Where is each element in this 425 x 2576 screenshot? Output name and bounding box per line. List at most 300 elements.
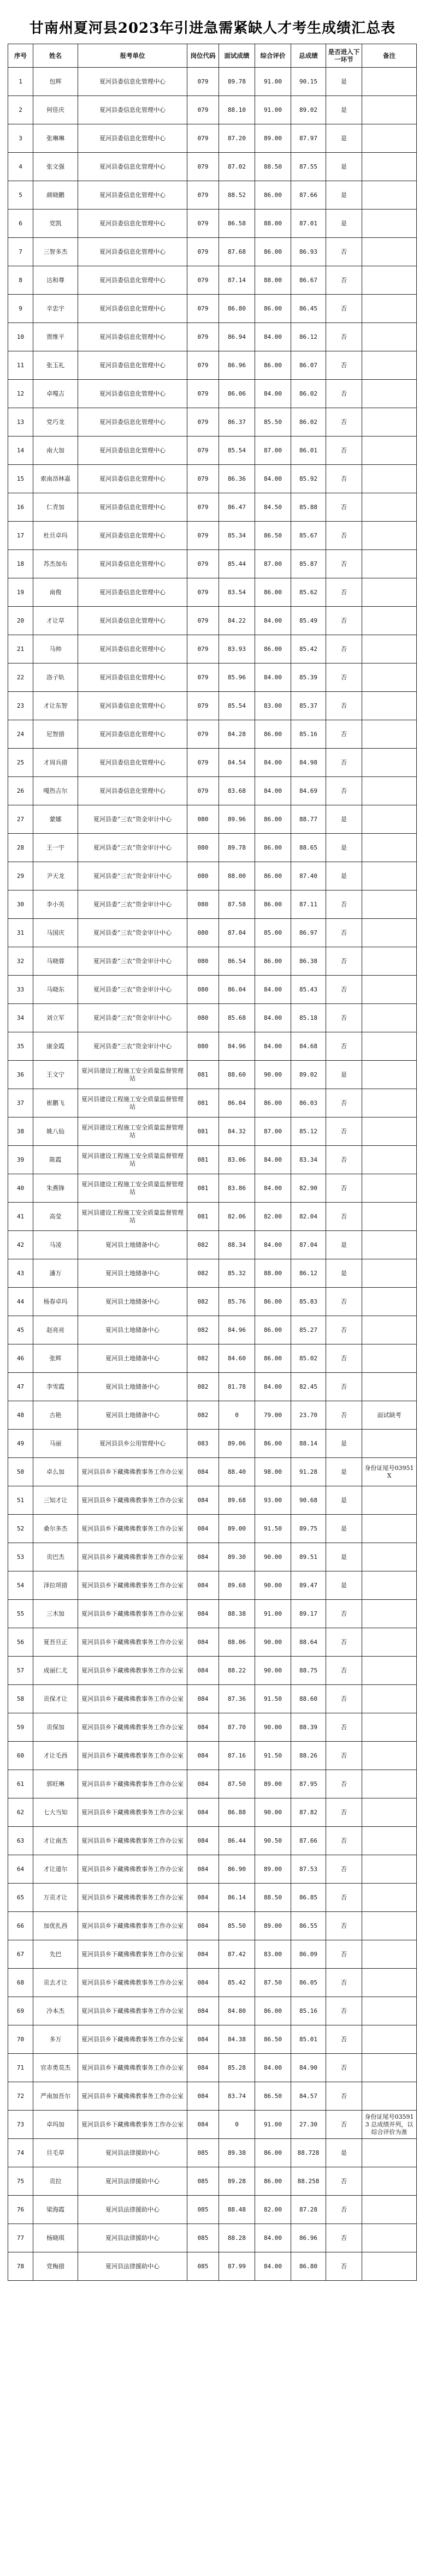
name-cell: 何佳庆 <box>33 96 78 124</box>
evaluation-score-cell: 86.00 <box>255 890 291 919</box>
next-stage-cell: 否 <box>326 1373 362 1401</box>
post-code-cell: 084 <box>187 1486 219 1515</box>
next-stage-cell: 否 <box>326 1912 362 1940</box>
post-code-cell: 080 <box>187 1004 219 1032</box>
post-code-cell: 079 <box>187 323 219 351</box>
next-stage-cell: 否 <box>326 1089 362 1117</box>
name-cell: 张玉礼 <box>33 351 78 380</box>
name-cell: 卓嘎吉 <box>33 380 78 408</box>
total-score-cell: 88.65 <box>291 834 326 862</box>
index-cell: 2 <box>8 96 33 124</box>
unit-cell: 夏河县县乡下藏佛佛教事务工作办公室 <box>78 1600 187 1628</box>
index-cell: 53 <box>8 1543 33 1571</box>
table-row <box>8 408 417 437</box>
post-code-cell: 079 <box>187 465 219 493</box>
total-score-cell: 85.37 <box>291 692 326 720</box>
remarks-cell <box>362 578 417 607</box>
remarks-cell <box>362 323 417 351</box>
interview-score-cell: 85.44 <box>219 550 255 578</box>
total-score-cell: 84.69 <box>291 777 326 805</box>
next-stage-cell: 否 <box>326 1203 362 1231</box>
total-score-cell: 85.49 <box>291 607 326 635</box>
unit-cell: 夏河县委信息化管理中心 <box>78 465 187 493</box>
remarks-cell <box>362 890 417 919</box>
remarks-cell <box>362 351 417 380</box>
index-cell: 74 <box>8 2139 33 2167</box>
index-cell: 43 <box>8 1259 33 1288</box>
remarks-cell <box>362 1089 417 1117</box>
name-cell: 七大当知 <box>33 1798 78 1827</box>
name-cell: 先巴 <box>33 1940 78 1969</box>
next-stage-cell: 否 <box>326 1742 362 1770</box>
evaluation-score-cell: 84.00 <box>255 664 291 692</box>
table-row <box>8 1685 417 1713</box>
total-score-cell: 91.28 <box>291 1458 326 1486</box>
table-row <box>8 976 417 1004</box>
index-cell: 10 <box>8 323 33 351</box>
total-score-cell: 82.90 <box>291 1174 326 1203</box>
table-row <box>8 323 417 351</box>
remarks-cell <box>362 266 417 295</box>
next-stage-cell: 否 <box>326 1884 362 1912</box>
table-row <box>8 720 417 749</box>
index-cell: 75 <box>8 2167 33 2196</box>
table-row <box>8 1174 417 1203</box>
interview-score-cell: 86.90 <box>219 1855 255 1884</box>
remarks-cell: 身份证尾号03951X <box>362 1458 417 1486</box>
post-code-cell: 080 <box>187 862 219 890</box>
remarks-cell <box>362 919 417 947</box>
next-stage-cell: 是 <box>326 1430 362 1458</box>
interview-score-cell: 88.38 <box>219 1600 255 1628</box>
post-code-cell: 080 <box>187 890 219 919</box>
post-code-cell: 080 <box>187 805 219 834</box>
index-cell: 55 <box>8 1600 33 1628</box>
remarks-cell <box>362 1855 417 1884</box>
index-cell: 16 <box>8 493 33 522</box>
next-stage-cell: 否 <box>326 1685 362 1713</box>
unit-cell: 夏河县委信息化管理中心 <box>78 437 187 465</box>
table-header-row <box>8 44 417 68</box>
next-stage-cell: 是 <box>326 181 362 210</box>
index-cell: 22 <box>8 664 33 692</box>
next-stage-cell: 是 <box>326 1486 362 1515</box>
table-row <box>8 805 417 834</box>
index-cell: 33 <box>8 976 33 1004</box>
index-cell: 28 <box>8 834 33 862</box>
post-code-cell: 079 <box>187 68 219 96</box>
name-cell: 李雪霞 <box>33 1373 78 1401</box>
next-stage-cell: 否 <box>326 1798 362 1827</box>
header-name: 姓名 <box>33 44 78 68</box>
index-cell: 8 <box>8 266 33 295</box>
post-code-cell: 079 <box>187 720 219 749</box>
index-cell: 15 <box>8 465 33 493</box>
index-cell: 63 <box>8 1827 33 1855</box>
remarks-cell <box>362 181 417 210</box>
interview-score-cell: 81.78 <box>219 1373 255 1401</box>
index-cell: 73 <box>8 2111 33 2139</box>
total-score-cell: 90.68 <box>291 1486 326 1515</box>
evaluation-score-cell: 86.00 <box>255 2139 291 2167</box>
table-row <box>8 578 417 607</box>
name-cell: 旦毛草 <box>33 2139 78 2167</box>
name-cell: 辛忠宇 <box>33 295 78 323</box>
evaluation-score-cell: 90.00 <box>255 1798 291 1827</box>
total-score-cell: 85.18 <box>291 1004 326 1032</box>
header-index: 序号 <box>8 44 33 68</box>
index-cell: 35 <box>8 1032 33 1061</box>
index-cell: 59 <box>8 1713 33 1742</box>
next-stage-cell: 否 <box>326 1004 362 1032</box>
interview-score-cell: 83.86 <box>219 1174 255 1203</box>
total-score-cell: 88.64 <box>291 1628 326 1657</box>
name-cell: 颜晓鹏 <box>33 181 78 210</box>
unit-cell: 夏河县委信息化管理中心 <box>78 692 187 720</box>
evaluation-score-cell: 98.00 <box>255 1458 291 1486</box>
table-row <box>8 607 417 635</box>
unit-cell: 夏河县县乡下藏佛佛教事务工作办公室 <box>78 1543 187 1571</box>
evaluation-score-cell: 87.00 <box>255 437 291 465</box>
table-row <box>8 1486 417 1515</box>
remarks-cell <box>362 1685 417 1713</box>
evaluation-score-cell: 86.00 <box>255 2167 291 2196</box>
remarks-cell <box>362 976 417 1004</box>
interview-score-cell: 86.14 <box>219 1884 255 1912</box>
evaluation-score-cell: 84.00 <box>255 1032 291 1061</box>
remarks-cell <box>362 2054 417 2082</box>
post-code-cell: 079 <box>187 777 219 805</box>
remarks-cell <box>362 1912 417 1940</box>
remarks-cell <box>362 493 417 522</box>
total-score-cell: 84.68 <box>291 1032 326 1061</box>
evaluation-score-cell: 86.00 <box>255 181 291 210</box>
remarks-cell <box>362 1713 417 1742</box>
unit-cell: 夏河县土地储备中心 <box>78 1288 187 1316</box>
remarks-cell <box>362 1032 417 1061</box>
remarks-cell <box>362 124 417 153</box>
post-code-cell: 084 <box>187 1855 219 1884</box>
interview-score-cell: 85.34 <box>219 522 255 550</box>
evaluation-score-cell: 82.00 <box>255 2196 291 2224</box>
interview-score-cell: 84.60 <box>219 1344 255 1373</box>
interview-score-cell: 86.58 <box>219 210 255 238</box>
evaluation-score-cell: 89.00 <box>255 1912 291 1940</box>
table-row <box>8 1884 417 1912</box>
index-cell: 61 <box>8 1770 33 1798</box>
remarks-cell <box>362 834 417 862</box>
remarks-cell <box>362 1117 417 1146</box>
remarks-cell <box>362 1940 417 1969</box>
interview-score-cell: 85.32 <box>219 1259 255 1288</box>
post-code-cell: 084 <box>187 1912 219 1940</box>
next-stage-cell: 否 <box>326 1827 362 1855</box>
table-row <box>8 2196 417 2224</box>
unit-cell: 夏河县委“三农”资金审计中心 <box>78 976 187 1004</box>
table-row <box>8 1373 417 1401</box>
interview-score-cell: 84.32 <box>219 1117 255 1146</box>
table-row <box>8 1912 417 1940</box>
next-stage-cell: 否 <box>326 1657 362 1685</box>
total-score-cell: 85.88 <box>291 493 326 522</box>
interview-score-cell: 87.70 <box>219 1713 255 1742</box>
index-cell: 47 <box>8 1373 33 1401</box>
unit-cell: 夏河县委信息化管理中心 <box>78 635 187 664</box>
evaluation-score-cell: 88.50 <box>255 153 291 181</box>
unit-cell: 夏河县县乡下藏佛佛教事务工作办公室 <box>78 1742 187 1770</box>
total-score-cell: 88.258 <box>291 2167 326 2196</box>
unit-cell: 夏河县委“三农”资金审计中心 <box>78 805 187 834</box>
unit-cell: 夏河县县乡下藏佛佛教事务工作办公室 <box>78 2082 187 2111</box>
interview-score-cell: 87.50 <box>219 1770 255 1798</box>
interview-score-cell: 86.04 <box>219 1089 255 1117</box>
total-score-cell: 88.60 <box>291 1685 326 1713</box>
next-stage-cell: 否 <box>326 550 362 578</box>
next-stage-cell: 否 <box>326 1770 362 1798</box>
index-cell: 77 <box>8 2224 33 2252</box>
interview-score-cell: 84.28 <box>219 720 255 749</box>
remarks-cell <box>362 1997 417 2025</box>
table-row <box>8 96 417 124</box>
next-stage-cell: 是 <box>326 1571 362 1600</box>
next-stage-cell: 否 <box>326 664 362 692</box>
total-score-cell: 86.55 <box>291 1912 326 1940</box>
next-stage-cell: 否 <box>326 493 362 522</box>
index-cell: 50 <box>8 1458 33 1486</box>
table-row <box>8 1770 417 1798</box>
interview-score-cell: 84.54 <box>219 749 255 777</box>
index-cell: 11 <box>8 351 33 380</box>
remarks-cell <box>362 465 417 493</box>
next-stage-cell: 否 <box>326 1146 362 1174</box>
index-cell: 36 <box>8 1061 33 1089</box>
unit-cell: 夏河县土地储备中心 <box>78 1259 187 1288</box>
interview-score-cell: 89.00 <box>219 1515 255 1543</box>
remarks-cell <box>362 1798 417 1827</box>
table-row <box>8 351 417 380</box>
post-code-cell: 082 <box>187 1259 219 1288</box>
total-score-cell: 23.70 <box>291 1401 326 1430</box>
total-score-cell: 88.39 <box>291 1713 326 1742</box>
total-score-cell: 87.95 <box>291 1770 326 1798</box>
post-code-cell: 082 <box>187 1401 219 1430</box>
unit-cell: 夏河县委“三农”资金审计中心 <box>78 1004 187 1032</box>
evaluation-score-cell: 86.50 <box>255 2082 291 2111</box>
next-stage-cell: 否 <box>326 351 362 380</box>
post-code-cell: 081 <box>187 1203 219 1231</box>
index-cell: 60 <box>8 1742 33 1770</box>
remarks-cell <box>362 2252 417 2281</box>
table-row <box>8 1032 417 1061</box>
index-cell: 4 <box>8 153 33 181</box>
interview-score-cell: 87.68 <box>219 238 255 266</box>
next-stage-cell: 是 <box>326 96 362 124</box>
index-cell: 5 <box>8 181 33 210</box>
evaluation-score-cell: 93.00 <box>255 1486 291 1515</box>
index-cell: 12 <box>8 380 33 408</box>
unit-cell: 夏河县县乡下藏佛佛教事务工作办公室 <box>78 1770 187 1798</box>
evaluation-score-cell: 90.00 <box>255 1571 291 1600</box>
post-code-cell: 079 <box>187 522 219 550</box>
table-row <box>8 1713 417 1742</box>
remarks-cell <box>362 1628 417 1657</box>
name-cell: 杨晓琪 <box>33 2224 78 2252</box>
index-cell: 70 <box>8 2025 33 2054</box>
evaluation-score-cell: 87.00 <box>255 1117 291 1146</box>
next-stage-cell: 是 <box>326 153 362 181</box>
table-row <box>8 1742 417 1770</box>
evaluation-score-cell: 84.00 <box>255 380 291 408</box>
next-stage-cell: 否 <box>326 578 362 607</box>
total-score-cell: 86.03 <box>291 1089 326 1117</box>
interview-score-cell: 83.06 <box>219 1146 255 1174</box>
unit-cell: 夏河县县乡下藏佛佛教事务工作办公室 <box>78 1827 187 1855</box>
name-cell: 古艳 <box>33 1401 78 1430</box>
index-cell: 34 <box>8 1004 33 1032</box>
interview-score-cell: 87.02 <box>219 153 255 181</box>
unit-cell: 夏河县建设工程施工安全质量监督管理站 <box>78 1117 187 1146</box>
name-cell: 三智多杰 <box>33 238 78 266</box>
index-cell: 40 <box>8 1174 33 1203</box>
table-row <box>8 2082 417 2111</box>
post-code-cell: 084 <box>187 1628 219 1657</box>
next-stage-cell: 否 <box>326 607 362 635</box>
total-score-cell: 85.42 <box>291 635 326 664</box>
name-cell: 贡拉 <box>33 2167 78 2196</box>
interview-score-cell: 88.52 <box>219 181 255 210</box>
total-score-cell: 88.14 <box>291 1430 326 1458</box>
index-cell: 54 <box>8 1571 33 1600</box>
interview-score-cell: 88.34 <box>219 1231 255 1259</box>
unit-cell: 夏河县法律援助中心 <box>78 2139 187 2167</box>
page-title: 甘南州夏河县2023年引进急需紧缺人才考生成绩汇总表 <box>29 20 396 37</box>
remarks-cell <box>362 2082 417 2111</box>
post-code-cell: 079 <box>187 266 219 295</box>
post-code-cell: 084 <box>187 1458 219 1486</box>
total-score-cell: 87.01 <box>291 210 326 238</box>
total-score-cell: 85.83 <box>291 1288 326 1316</box>
post-code-cell: 084 <box>187 1940 219 1969</box>
unit-cell: 夏河县建设工程施工安全质量监督管理站 <box>78 1174 187 1203</box>
index-cell: 24 <box>8 720 33 749</box>
unit-cell: 夏河县县乡下藏佛佛教事务工作办公室 <box>78 1657 187 1685</box>
next-stage-cell: 否 <box>326 919 362 947</box>
name-cell: 马凌 <box>33 1231 78 1259</box>
post-code-cell: 080 <box>187 919 219 947</box>
post-code-cell: 084 <box>187 1657 219 1685</box>
remarks-cell <box>362 1657 417 1685</box>
evaluation-score-cell: 84.00 <box>255 777 291 805</box>
post-code-cell: 085 <box>187 2139 219 2167</box>
name-cell: 崔鹏飞 <box>33 1089 78 1117</box>
next-stage-cell: 否 <box>326 465 362 493</box>
next-stage-cell: 否 <box>326 1600 362 1628</box>
interview-score-cell: 84.80 <box>219 1997 255 2025</box>
remarks-cell <box>362 1742 417 1770</box>
interview-score-cell: 88.48 <box>219 2196 255 2224</box>
evaluation-score-cell: 91.00 <box>255 96 291 124</box>
name-cell: 潘万 <box>33 1259 78 1288</box>
post-code-cell: 085 <box>187 2224 219 2252</box>
interview-score-cell: 89.68 <box>219 1486 255 1515</box>
name-cell: 蒙娜 <box>33 805 78 834</box>
unit-cell: 夏河县土地储备中心 <box>78 1401 187 1430</box>
name-cell: 姚八仙 <box>33 1117 78 1146</box>
table-row <box>8 238 417 266</box>
next-stage-cell: 否 <box>326 408 362 437</box>
evaluation-score-cell: 91.50 <box>255 1742 291 1770</box>
total-score-cell: 86.02 <box>291 408 326 437</box>
index-cell: 7 <box>8 238 33 266</box>
interview-score-cell: 85.96 <box>219 664 255 692</box>
post-code-cell: 080 <box>187 947 219 976</box>
table-row <box>8 635 417 664</box>
unit-cell: 夏河县委信息化管理中心 <box>78 493 187 522</box>
evaluation-score-cell: 90.00 <box>255 1543 291 1571</box>
total-score-cell: 86.93 <box>291 238 326 266</box>
remarks-cell <box>362 1600 417 1628</box>
post-code-cell: 079 <box>187 664 219 692</box>
remarks-cell <box>362 2139 417 2167</box>
interview-score-cell: 86.37 <box>219 408 255 437</box>
total-score-cell: 86.45 <box>291 295 326 323</box>
post-code-cell: 084 <box>187 2111 219 2139</box>
table-row <box>8 1997 417 2025</box>
unit-cell: 夏河县委信息化管理中心 <box>78 295 187 323</box>
total-score-cell: 86.09 <box>291 1940 326 1969</box>
unit-cell: 夏河县委信息化管理中心 <box>78 153 187 181</box>
evaluation-score-cell: 85.00 <box>255 919 291 947</box>
index-cell: 56 <box>8 1628 33 1657</box>
interview-score-cell: 85.42 <box>219 1969 255 1997</box>
unit-cell: 夏河县委“三农”资金审计中心 <box>78 862 187 890</box>
index-cell: 52 <box>8 1515 33 1543</box>
post-code-cell: 079 <box>187 380 219 408</box>
evaluation-score-cell: 84.00 <box>255 1231 291 1259</box>
unit-cell: 夏河县县乡下藏佛佛教事务工作办公室 <box>78 1515 187 1543</box>
name-cell: 王一宇 <box>33 834 78 862</box>
next-stage-cell: 否 <box>326 2167 362 2196</box>
evaluation-score-cell: 89.00 <box>255 1770 291 1798</box>
table-row <box>8 2025 417 2054</box>
interview-score-cell: 88.28 <box>219 2224 255 2252</box>
table-row <box>8 1628 417 1657</box>
post-code-cell: 079 <box>187 96 219 124</box>
interview-score-cell: 89.38 <box>219 2139 255 2167</box>
index-cell: 69 <box>8 1997 33 2025</box>
table-row <box>8 1657 417 1685</box>
table-row <box>8 1146 417 1174</box>
remarks-cell <box>362 1827 417 1855</box>
interview-score-cell: 0 <box>219 2111 255 2139</box>
total-score-cell: 86.05 <box>291 1969 326 1997</box>
evaluation-score-cell: 90.00 <box>255 1713 291 1742</box>
next-stage-cell: 否 <box>326 2025 362 2054</box>
unit-cell: 夏河县委“三农”资金审计中心 <box>78 947 187 976</box>
table-row <box>8 1543 417 1571</box>
next-stage-cell: 否 <box>326 1997 362 2025</box>
table-row <box>8 2224 417 2252</box>
interview-score-cell: 88.60 <box>219 1061 255 1089</box>
name-cell: 南俊 <box>33 578 78 607</box>
next-stage-cell: 否 <box>326 976 362 1004</box>
name-cell: 陈霞 <box>33 1146 78 1174</box>
unit-cell: 夏河县委信息化管理中心 <box>78 607 187 635</box>
total-score-cell: 87.82 <box>291 1798 326 1827</box>
table-row <box>8 181 417 210</box>
evaluation-score-cell: 91.00 <box>255 68 291 96</box>
interview-score-cell: 86.44 <box>219 1827 255 1855</box>
